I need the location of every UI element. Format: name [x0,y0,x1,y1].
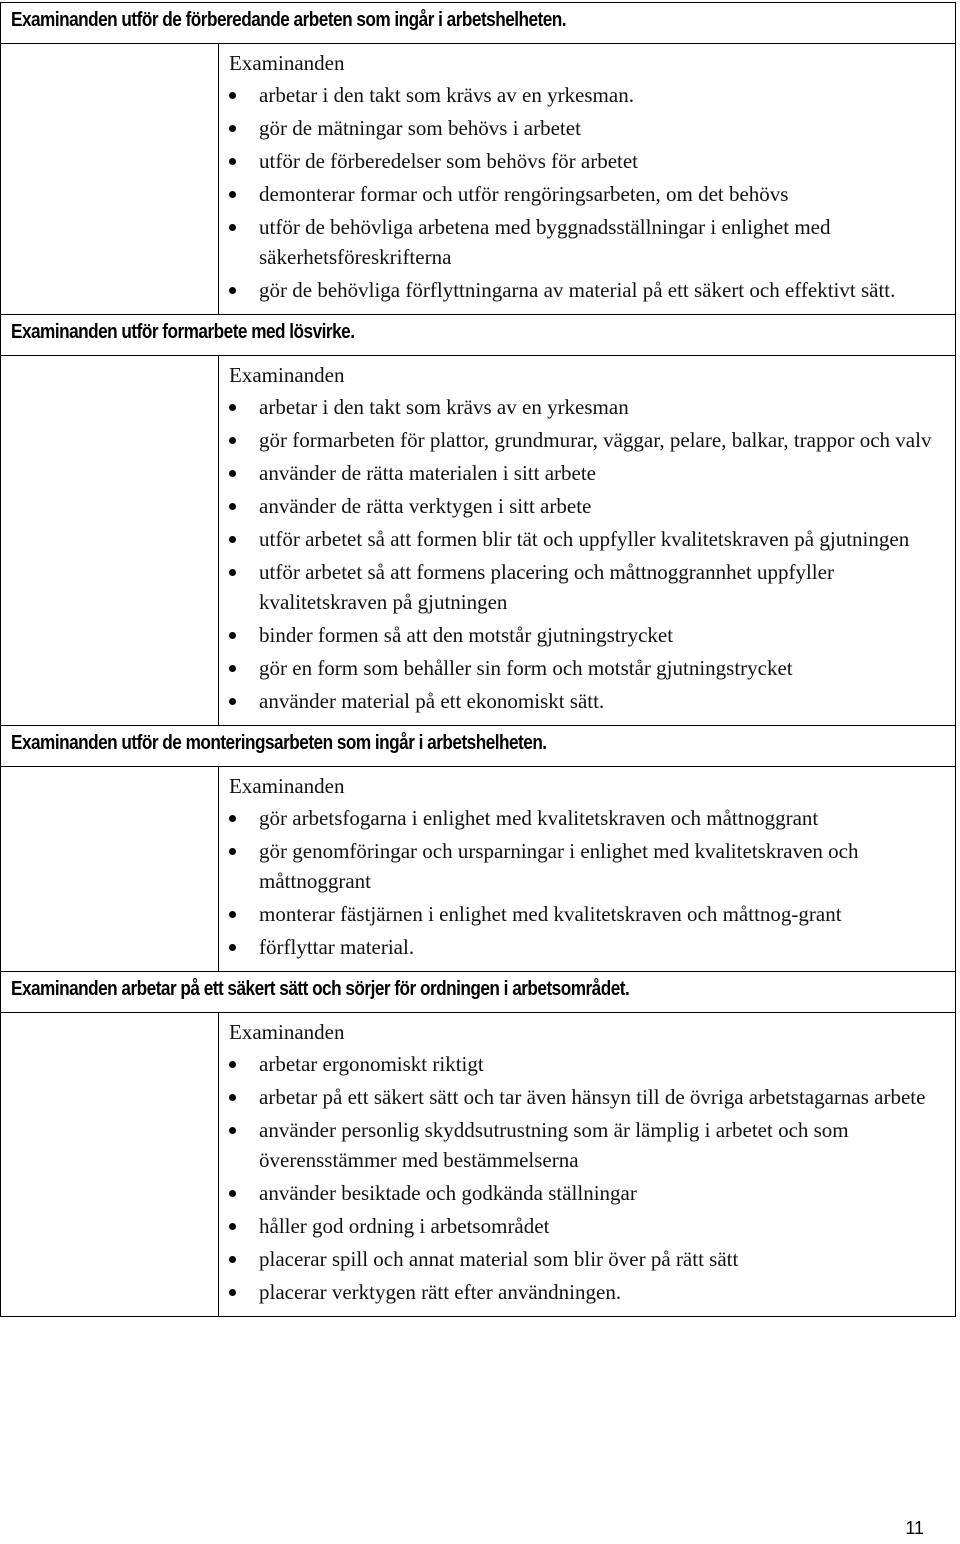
list-item-text: arbetar i den takt som krävs av en yrkesman. [259,83,634,107]
list-item [229,458,947,488]
list-item-text: monterar fästjärnen i enlighet med kvalitetskraven och måttnog-grant [259,902,842,926]
list-item [229,1244,947,1274]
list-item [229,275,947,305]
list-item-text: arbetar på ett säkert sätt och tar även hänsyn till de övriga arbetstagarnas arbete [259,1085,926,1109]
list-item [229,212,947,272]
list-item [229,425,947,455]
list-item [229,1277,947,1307]
empty-left-cell [1,767,219,972]
list-item [229,179,947,209]
list-item [229,524,947,554]
section-heading-row [1,315,956,356]
criteria-cell [219,44,956,315]
criteria-list [229,392,947,716]
bullet-icon [229,815,236,822]
list-item-text: binder formen så att den motstår gjutningstrycket [259,623,674,647]
list-item-text: placerar verktygen rätt efter användningen. [259,1280,622,1304]
section-body-row [1,1013,956,1317]
list-item [229,1211,947,1241]
list-item-text: demonterar formar och utför rengöringsarbeten, om det behövs [259,182,789,206]
criteria-lead: Examinanden [229,1020,345,1044]
page-number: 11 [905,1518,924,1538]
bullet-icon [229,1061,236,1068]
bullet-icon [229,437,236,444]
bullet-icon [229,125,236,132]
list-item-text: gör genomföringar och ursparningar i enlighet med kvalitetskraven och måttnoggrant [259,839,859,893]
list-item-text: utför arbetet så att formens placering och måttnoggrannhet uppfyller kvalitetskraven på gjutningen [259,560,834,614]
bullet-icon [229,665,236,672]
bullet-icon [229,92,236,99]
bullet-icon [229,944,236,951]
criteria-list [229,803,947,962]
criteria-list [229,1049,947,1307]
list-item [229,146,947,176]
section-heading-row [1,972,956,1013]
section-heading-cell [1,315,956,356]
list-item-text: placerar spill och annat material som blir över på rätt sätt [259,1247,739,1271]
bullet-icon [229,632,236,639]
bullet-icon [229,1094,236,1101]
bullet-icon [229,191,236,198]
list-item [229,686,947,716]
list-item [229,80,947,110]
bullet-icon [229,1256,236,1263]
bullet-icon [229,1223,236,1230]
list-item [229,899,947,929]
bullet-icon [229,911,236,918]
list-item-text: utför de förberedelser som behövs för arbetet [259,149,639,173]
section-heading-row [1,3,956,44]
list-item [229,836,947,896]
list-item-text: utför arbetet så att formen blir tät och uppfyller kvalitetskraven på gjutningen [259,527,910,551]
list-item [229,653,947,683]
section-body-row [1,767,956,972]
criteria-lead: Examinanden [229,774,345,798]
list-item [229,1082,947,1112]
list-item [229,1178,947,1208]
section-heading: Examinanden utför de monteringsarbeten som ingår i arbetshelheten. [11,732,547,754]
bullet-icon [229,698,236,705]
bullet-icon [229,569,236,576]
criteria-cell [219,767,956,972]
section-body-row [1,44,956,315]
bullet-icon [229,287,236,294]
bullet-icon [229,1289,236,1296]
bullet-icon [229,404,236,411]
list-item-text: arbetar ergonomiskt riktigt [259,1052,484,1076]
section-heading-cell [1,972,956,1013]
list-item-text: använder de rätta materialen i sitt arbete [259,461,596,485]
bullet-icon [229,503,236,510]
criteria-list [229,80,947,305]
criteria-cell [219,356,956,726]
list-item-text: håller god ordning i arbetsområdet [259,1214,550,1238]
section-heading-cell [1,726,956,767]
criteria-table [0,2,956,1317]
list-item-text: använder besiktade och godkända ställningar [259,1181,637,1205]
list-item-text: använder material på ett ekonomiskt sätt. [259,689,605,713]
empty-left-cell [1,44,219,315]
list-item-text: arbetar i den takt som krävs av en yrkesman [259,395,629,419]
list-item-text: använder de rätta verktygen i sitt arbete [259,494,592,518]
empty-left-cell [1,356,219,726]
list-item [229,557,947,617]
bullet-icon [229,224,236,231]
section-heading-row [1,726,956,767]
list-item [229,1049,947,1079]
list-item [229,620,947,650]
list-item-text: utför de behövliga arbetena med byggnadsställningar i enlighet med säkerhetsföreskrifterna [259,215,831,269]
list-item [229,392,947,422]
list-item-text: förflyttar material. [259,935,415,959]
section-heading-cell [1,3,956,44]
section-heading: Examinanden utför de förberedande arbeten som ingår i arbetshelheten. [11,9,567,31]
bullet-icon [229,536,236,543]
criteria-lead: Examinanden [229,51,345,75]
list-item-text: gör en form som behåller sin form och motstår gjutningstrycket [259,656,793,680]
section-heading: Examinanden utför formarbete med lösvirke. [11,321,355,343]
list-item [229,803,947,833]
bullet-icon [229,158,236,165]
list-item [229,932,947,962]
list-item-text: gör de behövliga förflyttningarna av material på ett säkert och effektivt sätt. [259,278,896,302]
list-item [229,1115,947,1175]
bullet-icon [229,848,236,855]
list-item-text: gör arbetsfogarna i enlighet med kvalitetskraven och måttnoggrant [259,806,819,830]
criteria-lead: Examinanden [229,363,345,387]
criteria-cell [219,1013,956,1317]
list-item-text: använder personlig skyddsutrustning som är lämplig i arbetet och som överensstämmer med bestämmelserna [259,1118,849,1172]
list-item [229,113,947,143]
list-item [229,491,947,521]
section-body-row [1,356,956,726]
list-item-text: gör formarbeten för plattor, grundmurar, väggar, pelare, balkar, trappor och valv [259,428,932,452]
section-heading: Examinanden arbetar på ett säkert sätt och sörjer för ordningen i arbetsområdet. [11,978,630,1000]
list-item-text: gör de mätningar som behövs i arbetet [259,116,581,140]
bullet-icon [229,1190,236,1197]
bullet-icon [229,1127,236,1134]
empty-left-cell [1,1013,219,1317]
bullet-icon [229,470,236,477]
